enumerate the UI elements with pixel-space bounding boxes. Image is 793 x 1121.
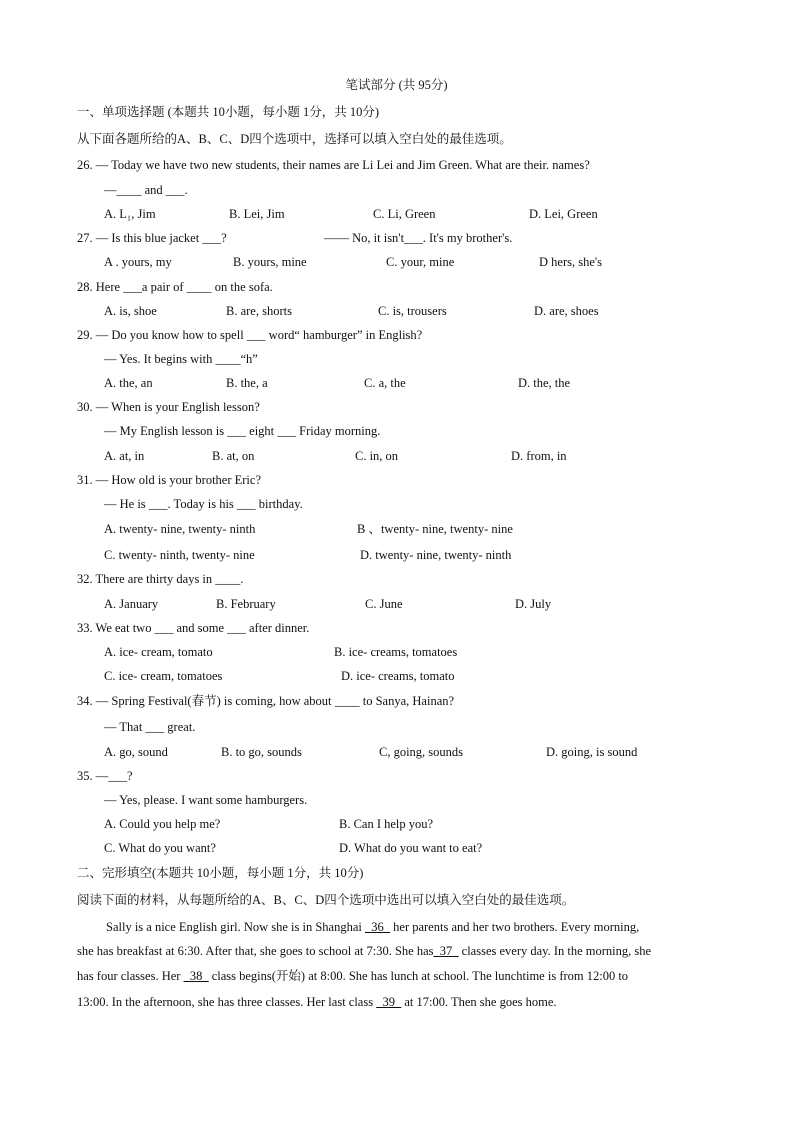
- question-34-option-a: A. go, sound: [104, 745, 168, 759]
- question-number: 35.: [77, 769, 93, 783]
- question-27-option-d: D hers, she's: [539, 255, 603, 269]
- question-28-option-b: B. are, shorts: [226, 304, 292, 318]
- blank-37: _37_: [433, 944, 459, 958]
- question-text: —___?: [95, 769, 133, 783]
- passage-line-2: she has breakfast at 6:30. After that, she goes to school at 7:30. She has_37_ classes every day. In the morning, she: [77, 944, 652, 958]
- question-number: 27.: [77, 231, 93, 245]
- question-26-stem2: —____ and ___.: [104, 183, 188, 197]
- question-29-stem2: — Yes. It begins with ____“h”: [104, 352, 258, 366]
- question-number: 31.: [77, 473, 93, 487]
- question-31-stem: [77, 472, 261, 488]
- question-35-option-b: B. Can I help you?: [339, 817, 434, 831]
- question-35-stem2: — Yes, please. I want some hamburgers.: [104, 793, 308, 807]
- question-31-option-b: B 、twenty- nine, twenty- nine: [357, 522, 513, 536]
- question-27-option-a: A . yours, my: [104, 255, 172, 269]
- question-29-option-c: C. a, the: [364, 376, 406, 390]
- section1-instruction: 从下面各题所给的A、B、C、D四个选项中，选择可以填入空白处的最佳选项。: [77, 132, 512, 146]
- question-27-reply: —— No, it isn't___. It's my brother's.: [324, 231, 513, 245]
- question-34-option-b: B. to go, sounds: [221, 745, 302, 759]
- question-35-stem: [77, 768, 133, 784]
- question-32-option-a: A. January: [104, 597, 159, 611]
- page-title: 笔试部分 (共 95分): [345, 78, 448, 92]
- question-28-option-c: C. is, trousers: [378, 304, 447, 318]
- passage-line-4: 13:00. In the afternoon, she has three classes. Her last class _39_ at 17:00. Then she goes home.: [77, 995, 557, 1009]
- blank-39: _39_: [376, 995, 402, 1009]
- question-29-option-b: B. the, a: [226, 376, 268, 390]
- question-35-option-a: A. Could you help me?: [104, 817, 221, 831]
- question-number: 32.: [77, 572, 93, 586]
- question-27-stem: [77, 230, 227, 246]
- section1-heading: 一、单项选择题 (本题共 10小题，每小题 1分，共 10分): [77, 105, 380, 119]
- question-26-stem: [77, 157, 590, 173]
- question-text: — Spring Festival(春节) is coming, how about ____ to Sanya, Hainan?: [95, 694, 455, 708]
- question-text: — Today we have two new students, their names are Li Lei and Jim Green. What are their. names?: [95, 158, 590, 172]
- question-text: Here ___a pair of ____ on the sofa.: [95, 280, 273, 294]
- question-29-stem: [77, 327, 422, 343]
- question-35-option-c: C. What do you want?: [104, 841, 216, 855]
- question-text: — Is this blue jacket ___?: [95, 231, 227, 245]
- question-text: We eat two ___ and some ___ after dinner.: [95, 621, 310, 635]
- question-26-option-b: B. Lei, Jim: [229, 207, 285, 221]
- question-31-option-c: C. twenty- ninth, twenty- nine: [104, 548, 255, 562]
- question-34-option-d: D. going, is sound: [546, 745, 638, 759]
- question-26-option-d: D. Lei, Green: [529, 207, 598, 221]
- question-28-option-d: D. are, shoes: [534, 304, 599, 318]
- question-number: 30.: [77, 400, 93, 414]
- passage-line-3: has four classes. Her _38_ class begins(开始) at 8:00. She has lunch at school. The lunchtime is from 12:00 to: [77, 969, 629, 983]
- blank-38: _38_: [183, 969, 209, 983]
- question-text: — How old is your brother Eric?: [95, 473, 261, 487]
- question-35-option-d: D. What do you want to eat?: [339, 841, 483, 855]
- question-30-option-d: D. from, in: [511, 449, 567, 463]
- question-33-option-c: C. ice- cream, tomatoes: [104, 669, 223, 683]
- question-34-option-c: C, going, sounds: [379, 745, 464, 759]
- question-text: — When is your English lesson?: [95, 400, 260, 414]
- question-30-option-b: B. at, on: [212, 449, 255, 463]
- question-number: 29.: [77, 328, 93, 342]
- question-text: There are thirty days in ____.: [95, 572, 244, 586]
- question-32-option-b: B. February: [216, 597, 276, 611]
- question-text: — Do you know how to spell ___ word“ hamburger” in English?: [95, 328, 423, 342]
- question-33-option-b: B. ice- creams, tomatoes: [334, 645, 458, 659]
- question-27-option-b: B. yours, mine: [233, 255, 307, 269]
- question-29-option-d: D. the, the: [518, 376, 571, 390]
- question-30-stem: [77, 399, 260, 415]
- question-29-option-a: A. the, an: [104, 376, 153, 390]
- question-number: 34.: [77, 694, 93, 708]
- question-30-stem2: — My English lesson is ___ eight ___ Friday morning.: [104, 424, 381, 438]
- question-26-option-c: C. Li, Green: [373, 207, 436, 221]
- question-26-option-a: A. L₁, Jim: [104, 207, 156, 221]
- question-number: 28.: [77, 280, 93, 294]
- question-34-stem2: — That ___ great.: [104, 720, 196, 734]
- section2-instruction: 阅读下面的材料，从每题所给的A、B、C、D四个选项中选出可以填入空白处的最佳选项。: [77, 893, 575, 907]
- question-number: 26.: [77, 158, 93, 172]
- section2-heading: 二、完形填空(本题共 10小题，每小题 1分，共 10分): [77, 866, 364, 880]
- question-30-option-a: A. at, in: [104, 449, 145, 463]
- question-28-stem: [77, 279, 273, 295]
- passage-line-1: Sally is a nice English girl. Now she is in Shanghai _36_ her parents and her two brothers. Every morning,: [106, 920, 640, 934]
- question-33-stem: [77, 620, 309, 636]
- question-31-stem2: — He is ___. Today is his ___ birthday.: [104, 497, 303, 511]
- question-31-option-d: D. twenty- nine, twenty- ninth: [360, 548, 512, 562]
- question-31-option-a: A. twenty- nine, twenty- ninth: [104, 522, 256, 536]
- question-27-option-c: C. your, mine: [386, 255, 455, 269]
- question-30-option-c: C. in, on: [355, 449, 399, 463]
- question-32-option-d: D. July: [515, 597, 552, 611]
- question-33-option-d: D. ice- creams, tomato: [341, 669, 455, 683]
- question-28-option-a: A. is, shoe: [104, 304, 157, 318]
- blank-36: _36_: [365, 920, 391, 934]
- question-number: 33.: [77, 621, 93, 635]
- question-33-option-a: A. ice- cream, tomato: [104, 645, 213, 659]
- question-32-stem: [77, 571, 243, 587]
- question-32-option-c: C. June: [365, 597, 403, 611]
- question-34-stem: [77, 693, 454, 709]
